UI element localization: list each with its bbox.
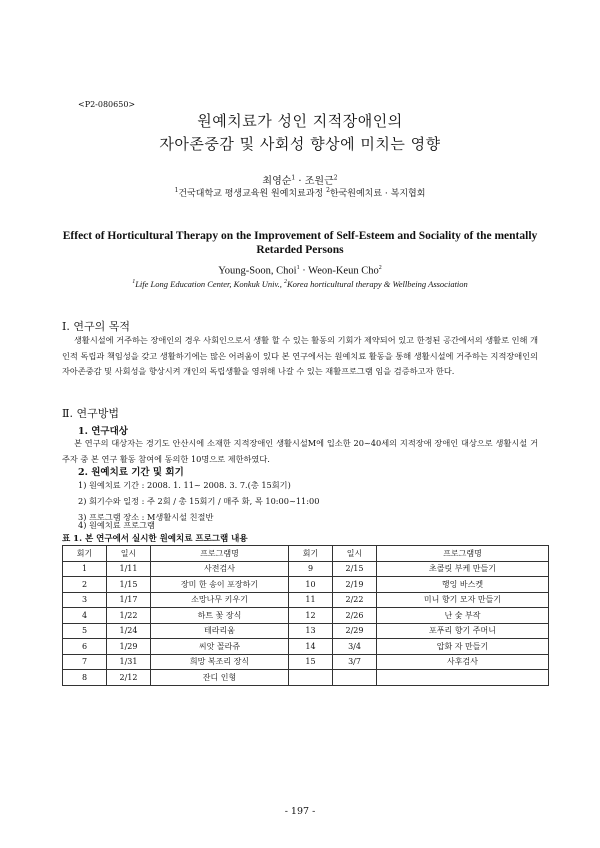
table-cell: 1 [63, 561, 107, 577]
table-cell: 희망 복조리 장식 [151, 654, 289, 670]
section2-heading: Ⅱ. 연구방법 [62, 407, 119, 420]
table-cell: 행잉 바스켓 [377, 577, 549, 593]
table-cell: 소망나무 키우기 [151, 592, 289, 608]
table-cell: 10 [289, 577, 333, 593]
table-cell: 1/11 [107, 561, 151, 577]
table-cell: 1/24 [107, 623, 151, 639]
table-row [63, 577, 549, 593]
table-cell: 5 [63, 623, 107, 639]
table-cell: 11 [289, 592, 333, 608]
author2-superscript-en: 2 [378, 265, 382, 271]
author1-superscript-en: 1 [296, 265, 300, 271]
korean-authors [0, 172, 600, 187]
table-cell: 1/29 [107, 639, 151, 655]
table-cell: 1/22 [107, 608, 151, 624]
header-program: 프로그램명 [377, 546, 549, 562]
header-session: 회기 [289, 546, 333, 562]
table-cell [289, 670, 333, 686]
table-cell: 2/22 [333, 592, 377, 608]
table-cell: 테라리움 [151, 623, 289, 639]
affiliation1-superscript-en: 1 [132, 279, 136, 286]
affiliation1: 건국대학교 평생교육원 원예치료과정 [178, 189, 327, 199]
table-cell: 15 [289, 654, 333, 670]
author1-superscript: 1 [291, 174, 296, 182]
author1-name: 최영순 [262, 176, 292, 187]
table-cell: 6 [63, 639, 107, 655]
table-cell: 12 [289, 608, 333, 624]
english-affiliation [0, 279, 600, 289]
table-cell: 2/29 [333, 623, 377, 639]
table-cell: 포푸리 향기 주머니 [377, 623, 549, 639]
author2-name-en: Weon-Keun Cho [308, 265, 379, 277]
table-row [63, 608, 549, 624]
author2-superscript: 2 [333, 174, 338, 182]
table-cell: 8 [63, 670, 107, 686]
table-cell: 3 [63, 592, 107, 608]
section1-heading: Ⅰ. 연구의 목적 [62, 320, 130, 333]
table-cell: 1/15 [107, 577, 151, 593]
author-separator-en: · [299, 265, 309, 277]
table-cell: 1/17 [107, 592, 151, 608]
table-cell: 3/7 [333, 654, 377, 670]
table-cell: 2/12 [107, 670, 151, 686]
affiliation1-superscript: 1 [174, 187, 179, 194]
table-cell: 잔디 인형 [151, 670, 289, 686]
table-row [63, 592, 549, 608]
author-separator: · [295, 176, 305, 187]
table-cell: 장미 한 송이 포장하기 [151, 577, 289, 593]
affiliation2: 한국원예치료 · 복지협회 [329, 189, 426, 199]
affiliation2-en: Korea horticultural therapy & Wellbeing Association [287, 279, 468, 289]
table-cell: 13 [289, 623, 333, 639]
table-cell: 사전검사 [151, 561, 289, 577]
subsection1-heading: 1. 연구대상 [78, 426, 128, 437]
table-cell: 하트 꽃 장식 [151, 608, 289, 624]
affiliation2-superscript: 2 [326, 187, 330, 194]
table-cell: 압화 자 만들기 [377, 639, 549, 655]
header-date: 일시 [107, 546, 151, 562]
english-title: Effect of Horticultural Therapy on the Improvement of Self-Esteem and Sociality of the mentally Retarded Persons [62, 230, 538, 256]
table-cell: 사후검사 [377, 654, 549, 670]
section1-body: 생활시설에 거주하는 장애인의 경우 사회인으로서 생활 할 수 있는 활동의 기회가 제약되어 있고 한정된 공간에서의 생활로 인해 개인적 독립과 책임성을 갖고 생활하기에는 많은 어려움이 있다 본 연구에서는 원예치료 활동을 통해 생활시설에 거주하는 지적장애인의 자아존중감 및 사회성을 향상시켜 개인의 독립생활을 영위해 나갈 수 있는 재활프로그램 임을 검증하고자 한다. [62, 335, 538, 377]
list-item: 1) 원예치료 기간 : 2008. 1. 11~ 2008. 3. 7.(총 15회기) [78, 480, 291, 490]
table-cell: 2/26 [333, 608, 377, 624]
table-cell: 2 [63, 577, 107, 593]
english-authors [0, 265, 600, 277]
list-item: 2) 회기수와 일정 : 주 2회 / 총 15회기 / 매주 화, 목 10:00~11:00 [78, 496, 320, 506]
table-caption: 표 1. 본 연구에서 실시한 원예치료 프로그램 내용 [62, 534, 248, 544]
table-cell: 14 [289, 639, 333, 655]
table-row [63, 639, 549, 655]
author1-name-en: Young-Soon, Choi [218, 265, 297, 277]
page-number: - 197 - [284, 806, 316, 817]
header-program: 프로그램명 [151, 546, 289, 562]
table-cell: 미니 향기 모자 만들기 [377, 592, 549, 608]
header-date: 일시 [333, 546, 377, 562]
table-row [63, 623, 549, 639]
table-cell: 2/15 [333, 561, 377, 577]
table-row [63, 561, 549, 577]
affiliation1-en: Life Long Education Center, Konkuk Univ., [135, 279, 285, 289]
table-cell: 9 [289, 561, 333, 577]
paper-code: <P2-080650> [78, 100, 136, 109]
korean-title-line2: 자아존중감 및 사회성 향상에 미치는 영향 [159, 135, 441, 153]
table-cell: 3/4 [333, 639, 377, 655]
table-cell [377, 670, 549, 686]
table-row [63, 670, 549, 686]
korean-affiliation [0, 186, 600, 199]
table-cell [333, 670, 377, 686]
table-row [63, 654, 549, 670]
list-item: 3) 프로그램 장소 : M생활시설 친절반 [78, 512, 214, 522]
program-table [62, 545, 549, 686]
affiliation2-superscript-en: 2 [284, 279, 288, 286]
korean-title-line1: 원예치료가 성인 지적장애인의 [197, 112, 403, 130]
author2-name: 조원근 [304, 176, 334, 187]
header-session: 회기 [63, 546, 107, 562]
table-cell: 씨앗 꼴라쥬 [151, 639, 289, 655]
table-cell: 4 [63, 608, 107, 624]
list-item: 4) 원예치료 프로그램 [78, 520, 155, 530]
subsection2-heading: 2. 원예치료 기간 및 회기 [78, 467, 184, 478]
table-header-row [63, 546, 549, 562]
table-cell: 1/31 [107, 654, 151, 670]
table-cell: 난 숯 부작 [377, 608, 549, 624]
table-cell: 초콜릿 부케 만들기 [377, 561, 549, 577]
table-cell: 7 [63, 654, 107, 670]
table-cell: 2/19 [333, 577, 377, 593]
subsection1-body: 본 연구의 대상자는 경기도 안산시에 소재한 지적장애인 생활시설M에 입소한 20~40세의 지적장애 장애인 대상으로 생활시설 거주자 중 본 연구 활동 참여에 동의한 10명으로 제한하였다. [62, 438, 538, 464]
